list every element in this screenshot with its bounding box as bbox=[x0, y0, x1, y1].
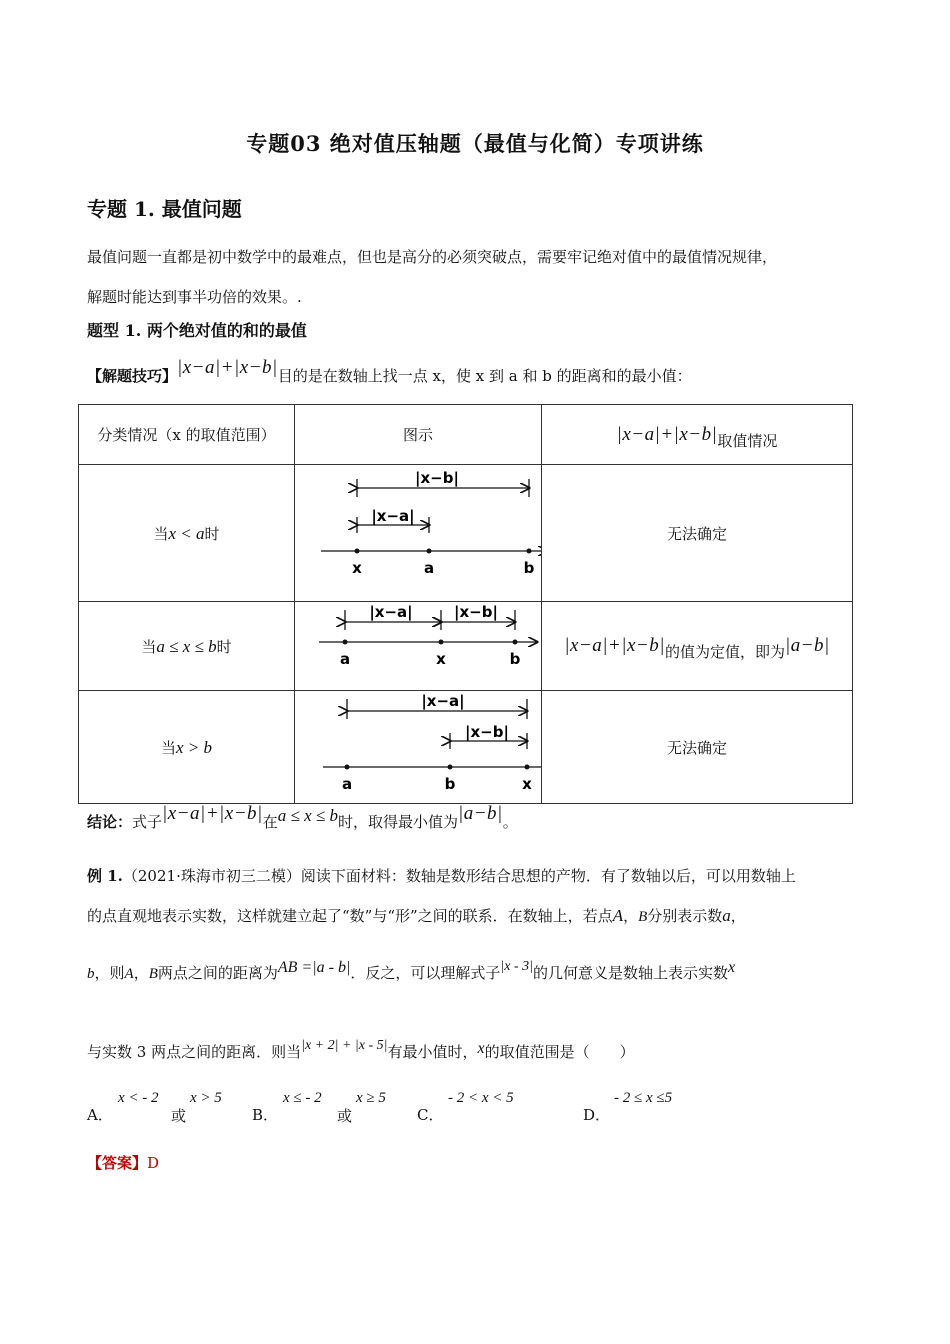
example-text: 与实数 3 两点之间的距离．则当 bbox=[87, 1043, 302, 1061]
conclusion-expr: |x−a|+|x−b| bbox=[162, 803, 263, 824]
option-c-math: - 2 < x < 5 bbox=[448, 1090, 514, 1106]
intro-line-1: 最值问题一直都是初中数学中的最难点，但也是高分的必须突破点，需要牢记绝对值中的最值情况规律， bbox=[87, 248, 778, 266]
table-row bbox=[79, 602, 853, 691]
point bbox=[345, 765, 350, 770]
math-var: B bbox=[638, 909, 648, 925]
distance-label: |x−a| bbox=[421, 692, 465, 710]
header-diagram: 图示 bbox=[295, 405, 542, 465]
result-cell: 无法确定 bbox=[542, 465, 853, 602]
conclusion-text: 在 bbox=[262, 813, 278, 831]
distance-label: |x−b| bbox=[454, 603, 498, 621]
number-line-diagram-2 bbox=[295, 602, 541, 690]
example-text: ， bbox=[730, 907, 746, 925]
case-math: x > b bbox=[175, 737, 213, 757]
option-a[interactable] bbox=[87, 1104, 113, 1125]
point-label: x bbox=[436, 650, 446, 668]
page-title: 专题03 绝对值压轴题（最值与化简）专项讲练 bbox=[246, 131, 704, 156]
example-text: 的几何意义是数轴上表示实数 bbox=[532, 964, 728, 982]
point bbox=[448, 765, 453, 770]
option-d-math: - 2 ≤ x ≤5 bbox=[614, 1090, 673, 1106]
example-text: 有最小值时， bbox=[387, 1043, 478, 1061]
point bbox=[355, 549, 360, 554]
point-label: b bbox=[509, 650, 521, 668]
case-cell bbox=[79, 602, 295, 691]
distance-expr: AB =|a - b| bbox=[277, 959, 351, 976]
conclusion-label: 结论： bbox=[87, 813, 133, 831]
result-cell: 无法确定 bbox=[542, 691, 853, 804]
conclusion-text: 。 bbox=[502, 813, 518, 831]
case-suffix: 时 bbox=[204, 524, 220, 543]
math-var: a bbox=[722, 906, 731, 925]
example-line-1 bbox=[87, 866, 796, 886]
subtype-heading: 题型 1. 两个绝对值的和的最值 bbox=[87, 321, 307, 340]
example-text: 两点之间的距离为 bbox=[157, 964, 278, 982]
abs-sum-expr: |x + 2| + |x - 5| bbox=[301, 1038, 388, 1053]
math-var: A bbox=[124, 966, 134, 982]
conclusion-range: a ≤ x ≤ b bbox=[277, 806, 338, 825]
example-text: ．反之，可以理解式子 bbox=[350, 964, 501, 982]
header-expr: |x−a|+|x−b| bbox=[616, 423, 718, 445]
math-var: x bbox=[727, 959, 736, 976]
header-value bbox=[542, 405, 853, 465]
example-label: 例 1. bbox=[87, 867, 123, 885]
point bbox=[427, 549, 432, 554]
section-heading: 专题 1. 最值问题 bbox=[87, 197, 242, 221]
point bbox=[527, 549, 532, 554]
cases-table bbox=[78, 404, 853, 804]
point-label: a bbox=[339, 650, 351, 668]
math-var: A bbox=[612, 906, 624, 925]
case-prefix: 当 bbox=[153, 524, 169, 543]
option-letter: A． bbox=[87, 1106, 113, 1124]
example-text: 的取值范围是（ ） bbox=[484, 1043, 635, 1061]
distance-label: |x−a| bbox=[371, 507, 415, 525]
diagram-cell bbox=[295, 465, 542, 602]
case-cell bbox=[79, 691, 295, 804]
math-var: x bbox=[477, 1040, 485, 1057]
abs-expr: |x - 3| bbox=[500, 959, 533, 974]
number-line-diagram-3 bbox=[295, 691, 541, 803]
table-header-row bbox=[79, 405, 853, 465]
table-row bbox=[79, 465, 853, 602]
option-c[interactable] bbox=[417, 1104, 443, 1125]
point bbox=[513, 640, 518, 645]
case-cell bbox=[79, 465, 295, 602]
example-text: ， bbox=[623, 907, 639, 925]
math-var: B bbox=[148, 966, 158, 982]
answer-line bbox=[87, 1153, 159, 1173]
conclusion-text: 时，取得最小值为 bbox=[338, 813, 459, 831]
distance-label: |x−a| bbox=[369, 603, 413, 621]
example-text: （2021·珠海市初三二模）阅读下面材料：数轴是数形结合思想的产物．有了数轴以后，可以用数轴上 bbox=[122, 867, 796, 885]
example-text: 的点直观地表示实数，这样就建立起了“数”与“形”之间的联系．在数轴上，若点 bbox=[87, 907, 613, 925]
option-letter: B． bbox=[252, 1106, 279, 1124]
point-label: x bbox=[352, 559, 362, 577]
answer-label: 【答案】 bbox=[87, 1154, 148, 1172]
conclusion-line bbox=[87, 803, 518, 832]
table-row bbox=[79, 691, 853, 804]
example-line-4 bbox=[87, 1038, 635, 1064]
result-cell bbox=[542, 602, 853, 691]
case-prefix: 当 bbox=[141, 637, 157, 656]
example-line-2 bbox=[87, 906, 746, 927]
distance-label: |x−b| bbox=[415, 469, 459, 487]
tip-line bbox=[87, 357, 692, 386]
math-var: b bbox=[87, 966, 95, 982]
point bbox=[525, 765, 530, 770]
result-expr: |x−a|+|x−b| bbox=[564, 635, 665, 656]
option-d[interactable] bbox=[583, 1104, 610, 1125]
example-text: ， bbox=[133, 964, 149, 982]
option-a-or: 或 bbox=[171, 1107, 187, 1125]
tip-label: 【解题技巧】 bbox=[87, 367, 178, 385]
option-b-or: 或 bbox=[337, 1107, 353, 1125]
result-expr-2: |a−b| bbox=[784, 635, 830, 656]
tip-text: 目的是在数轴上找一点 x，使 x 到 a 和 b 的距离和的最小值： bbox=[277, 367, 692, 385]
option-a-math-2: x > 5 bbox=[190, 1090, 222, 1106]
option-letter: C． bbox=[417, 1106, 444, 1124]
answer-value: D bbox=[147, 1154, 160, 1172]
option-b[interactable] bbox=[252, 1104, 278, 1125]
point-label: a bbox=[423, 559, 435, 577]
point-label: b bbox=[444, 775, 456, 793]
point-label: b bbox=[523, 559, 535, 577]
conclusion-text: 式子 bbox=[132, 813, 163, 831]
option-letter: D． bbox=[583, 1106, 611, 1124]
option-b-math-2: x ≥ 5 bbox=[356, 1090, 386, 1106]
header-value-label: 取值情况 bbox=[717, 431, 778, 450]
case-math: a ≤ x ≤ b bbox=[156, 636, 217, 656]
point bbox=[343, 640, 348, 645]
tip-expr: |x−a|+|x−b| bbox=[177, 357, 278, 378]
diagram-cell bbox=[295, 691, 542, 804]
example-line-3 bbox=[87, 959, 736, 985]
point bbox=[439, 640, 444, 645]
option-a-math: x < - 2 bbox=[118, 1090, 159, 1106]
conclusion-min: |a−b| bbox=[458, 803, 503, 824]
example-text: ，则 bbox=[94, 964, 125, 982]
case-math: x < a bbox=[168, 523, 205, 543]
result-text: 的值为定值，即为 bbox=[664, 643, 785, 661]
example-text: 分别表示数 bbox=[647, 907, 723, 925]
case-prefix: 当 bbox=[160, 738, 176, 757]
case-suffix: 时 bbox=[216, 637, 232, 656]
point-label: x bbox=[522, 775, 532, 793]
point-label: a bbox=[341, 775, 353, 793]
diagram-cell bbox=[295, 602, 542, 691]
intro-line-2: 解题时能达到事半功倍的效果。. bbox=[87, 288, 302, 306]
option-b-math: x ≤ - 2 bbox=[283, 1090, 322, 1106]
header-case: 分类情况（x 的取值范围） bbox=[79, 405, 295, 465]
distance-label: |x−b| bbox=[465, 723, 509, 741]
number-line-diagram-1 bbox=[295, 465, 541, 601]
